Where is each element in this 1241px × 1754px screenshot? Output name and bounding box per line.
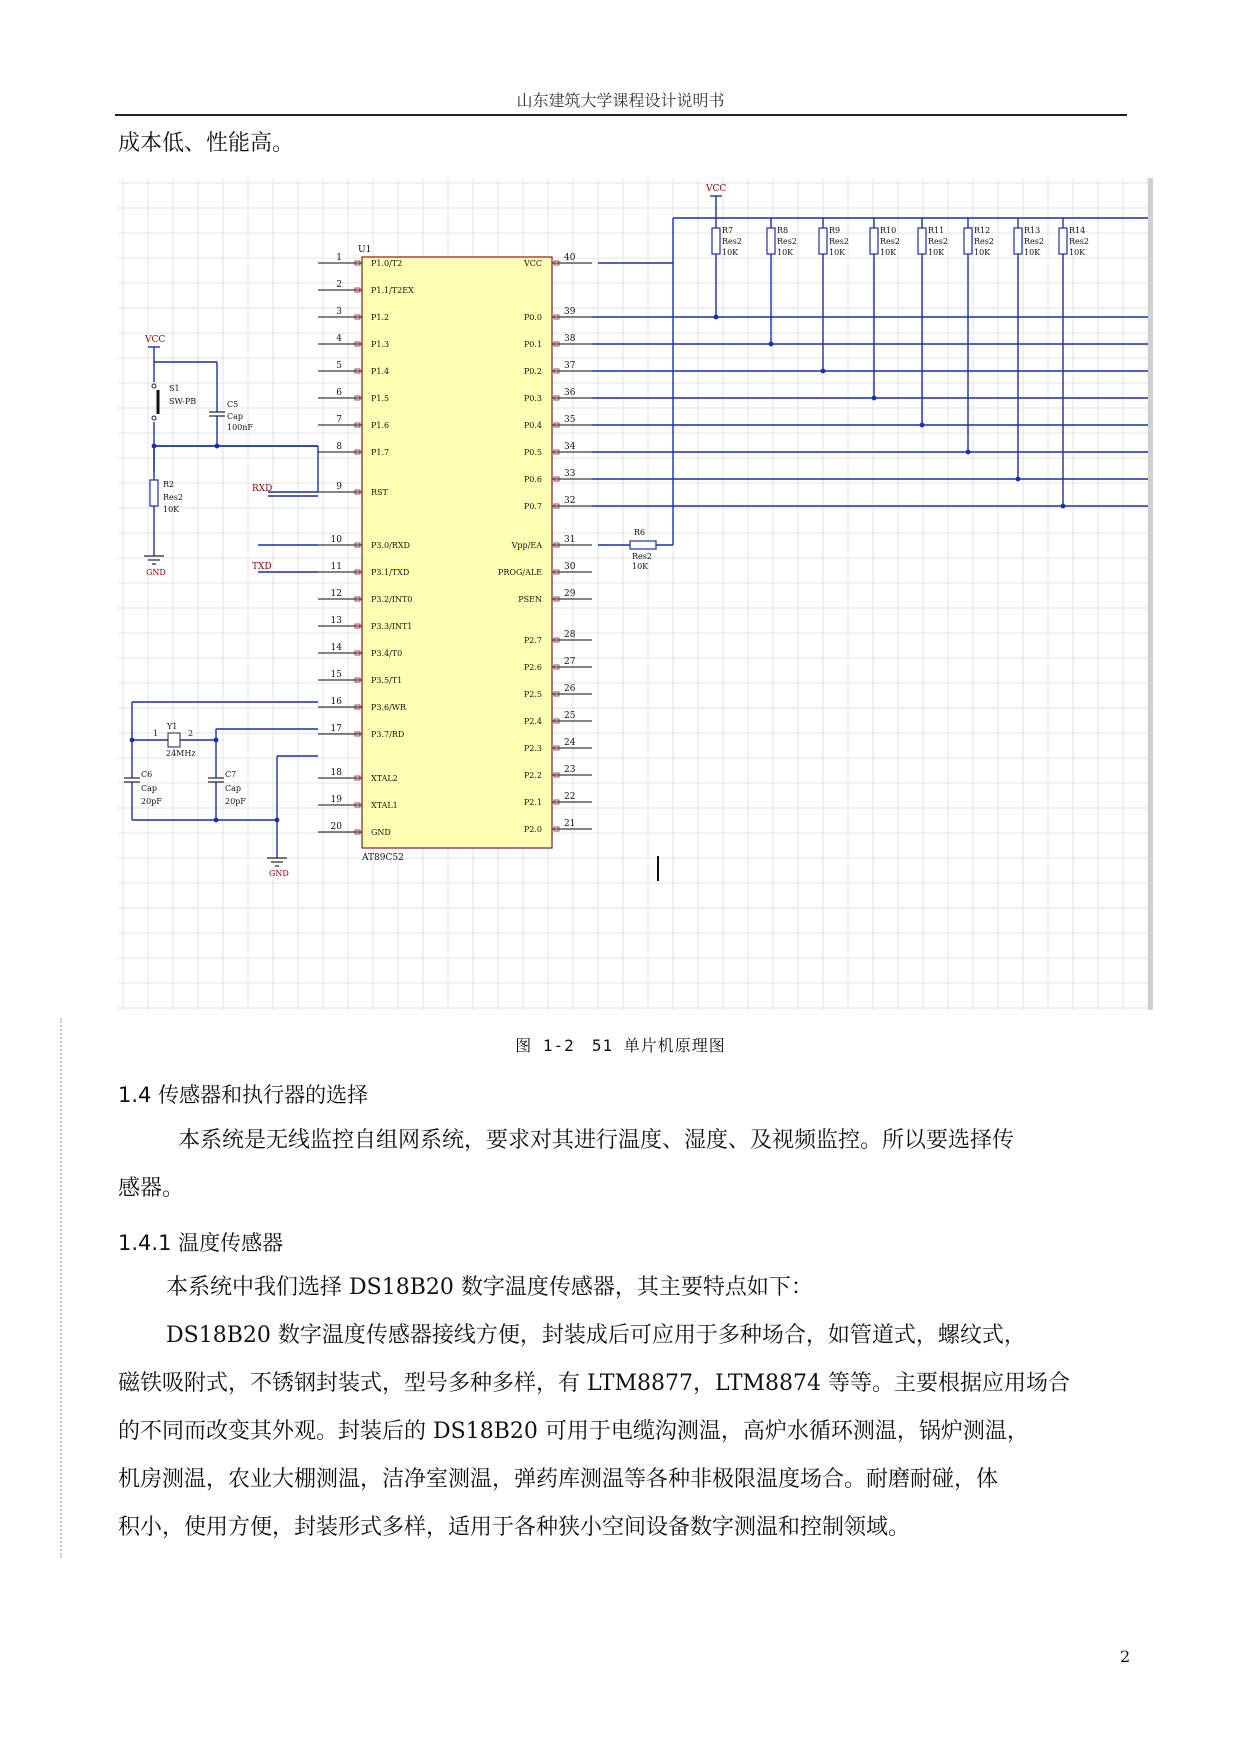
pin-name: P1.3: [371, 340, 390, 349]
resistor-ref: R8: [777, 226, 789, 235]
pin-name: P2.4: [523, 717, 542, 726]
section-1-4-1-para2-line4: 机房测温，农业大棚测温，洁净室测温，弹药库测温等各种非极限温度场合。耐磨耐碰，体: [118, 1467, 999, 1492]
resistor-type: Res2: [722, 237, 742, 246]
pin-name: P1.5: [371, 394, 390, 403]
pin-name: P0.4: [523, 421, 542, 430]
junction-dot: [966, 450, 971, 455]
pin-number: 40: [564, 253, 576, 263]
pin-name: P0.5: [523, 448, 542, 457]
pin-name: P1.0/T2: [371, 259, 403, 268]
resistor-value: 10K: [974, 248, 991, 257]
pin-number: 38: [564, 334, 576, 344]
resistor-value: 10K: [1069, 248, 1086, 257]
y1-pin1: 1: [153, 729, 159, 738]
c6-type: Cap: [141, 784, 158, 793]
pin-number: 36: [564, 388, 576, 398]
pin-name: P0.1: [523, 340, 542, 349]
section-heading-1-4: 1.4 传感器和执行器的选择: [118, 1083, 369, 1107]
vcc-label-top: VCC: [706, 184, 727, 194]
pin-number: 2: [336, 280, 342, 290]
pin-number: 10: [330, 535, 342, 545]
section-1-4-para-line1: 本系统是无线监控自组网系统，要求对其进行温度、湿度、及视频监控。所以要选择传: [178, 1128, 1015, 1153]
pin-name: XTAL1: [371, 801, 398, 810]
pin-number: 26: [564, 684, 576, 694]
junction-dot: [821, 369, 826, 374]
pin-name: P3.6/WR: [371, 703, 407, 712]
resistor-value: 10K: [928, 248, 945, 257]
pin-name: P1.4: [371, 367, 390, 376]
section-heading-1-4-1: 1.4.1 温度传感器: [118, 1231, 284, 1255]
r6-type: Res2: [632, 552, 652, 561]
resistor-ref: R11: [928, 226, 945, 235]
pin-name: PROG/ALE: [498, 568, 542, 577]
pin-name: P3.4/T0: [371, 649, 403, 658]
pin-number: 24: [564, 738, 576, 748]
pin-number: 34: [564, 442, 576, 452]
section-1-4-1-para2-line3: 的不同而改变其外观。封装后的 DS18B20 可用于电缆沟测温，高炉水循环测温，锅炉测温，: [118, 1419, 1029, 1444]
pin-name: P0.3: [523, 394, 542, 403]
page-header-title: 山东建筑大学课程设计说明书: [516, 91, 725, 110]
pin-name: P0.0: [523, 313, 542, 322]
resistor-ref: R14: [1069, 226, 1086, 235]
pin-name: P3.7/RD: [371, 730, 405, 739]
pin-number: 37: [564, 361, 576, 371]
vcc-label-left: VCC: [145, 335, 166, 345]
pin-number: 3: [336, 307, 342, 317]
pin-number: 20: [330, 822, 342, 832]
pin-name: P2.5: [523, 690, 542, 699]
resistor-type: Res2: [777, 237, 797, 246]
pin-number: 39: [564, 307, 576, 317]
pin-name: VCC: [523, 259, 542, 268]
switch-contact: [152, 416, 156, 420]
pullup-resistor: [1014, 228, 1022, 254]
pin-number: 30: [564, 562, 576, 572]
resistor-value: 10K: [880, 248, 897, 257]
c7-ref: C7: [225, 770, 237, 779]
pin-number: 22: [564, 792, 576, 802]
schematic-svg: [118, 178, 1153, 1010]
pin-number: 28: [564, 630, 576, 640]
intro-line: 成本低、性能高。: [118, 131, 295, 156]
pin-name: RST: [371, 488, 388, 497]
r2-type: Res2: [163, 493, 183, 502]
pullup-resistor: [712, 228, 720, 254]
junction-dot: [130, 738, 135, 743]
c6-ref: C6: [141, 770, 153, 779]
pin-number: 29: [564, 589, 576, 599]
y1-ref: Y1: [167, 722, 178, 731]
pullup-resistor: [819, 228, 827, 254]
net-label-rxd: RXD: [252, 484, 273, 494]
junction-dot: [214, 818, 219, 823]
pin-number: 16: [330, 697, 342, 707]
section-1-4-1-para2-line1: DS18B20 数字温度传感器接线方便，封装成后可应用于多种场合，如管道式，螺纹式，: [166, 1323, 1026, 1348]
pin-name: P2.2: [523, 771, 542, 780]
pullup-resistor: [918, 228, 926, 254]
chip-ref: U1: [358, 245, 372, 255]
y1-pin2: 2: [188, 729, 194, 738]
resistor-ref: R9: [829, 226, 841, 235]
pullup-resistor: [964, 228, 972, 254]
pin-number: 33: [564, 469, 576, 479]
pullup-resistor: [1059, 228, 1067, 254]
resistor-type: Res2: [1069, 237, 1089, 246]
resistor-value: 10K: [1024, 248, 1041, 257]
pin-name: P2.1: [523, 798, 542, 807]
pin-name: P3.2/INT0: [371, 595, 413, 604]
s1-type: SW-PB: [169, 397, 197, 406]
pin-number: 14: [330, 643, 342, 653]
r2-value: 10K: [163, 505, 180, 514]
pin-name: P0.2: [523, 367, 542, 376]
pin-number: 4: [336, 334, 342, 344]
chip-part: AT89C52: [362, 853, 404, 863]
pin-number: 15: [330, 670, 342, 680]
pin-number: 18: [330, 768, 342, 778]
r6-resistor: [630, 541, 656, 549]
pin-name: XTAL2: [371, 774, 398, 783]
figure-caption: 图 1-2 51 单片机原理图: [515, 1036, 726, 1055]
pullup-resistor: [870, 228, 878, 254]
pin-name: P1.7: [371, 448, 390, 457]
pin-number: 35: [564, 415, 576, 425]
pin-number: 11: [330, 562, 342, 572]
resistor-type: Res2: [880, 237, 900, 246]
junction-dot: [920, 423, 925, 428]
pullup-resistor: [767, 228, 775, 254]
pin-name: P1.1/T2EX: [371, 286, 414, 295]
pin-number: 8: [336, 442, 342, 452]
section-1-4-1-para2-line2: 磁铁吸附式，不锈钢封装式，型号多种多样，有 LTM8877，LTM8874 等等。主要根据应用场合: [118, 1371, 1070, 1396]
junction-dot: [714, 315, 719, 320]
junction-dot: [275, 818, 280, 823]
c7-type: Cap: [225, 784, 242, 793]
schematic-figure: [118, 178, 1153, 1010]
pin-name: Vpp/EA: [511, 541, 542, 550]
gnd-label-bottom: GND: [269, 869, 289, 878]
junction-dot: [214, 738, 219, 743]
junction-dot: [1016, 477, 1021, 482]
c5-type: Cap: [227, 412, 244, 421]
section-1-4-para-line2: 感器。: [118, 1176, 185, 1201]
pin-number: 27: [564, 657, 576, 667]
pin-name: PSEN: [518, 595, 542, 604]
pin-number: 5: [336, 361, 342, 371]
pin-number: 9: [336, 482, 342, 492]
gnd-label-left: GND: [146, 568, 166, 577]
resistor-type: Res2: [928, 237, 948, 246]
pin-number: 7: [336, 415, 342, 425]
pin-number: 12: [330, 589, 342, 599]
section-1-4-1-para1: 本系统中我们选择 DS18B20 数字温度传感器，其主要特点如下：: [166, 1275, 813, 1300]
crystal-body: [168, 733, 180, 747]
resistor-type: Res2: [1024, 237, 1044, 246]
pin-name: P2.0: [523, 825, 542, 834]
r2-ref: R2: [163, 480, 175, 489]
resistor-ref: R13: [1024, 226, 1041, 235]
c7-value: 20pF: [225, 797, 246, 806]
pin-number: 21: [564, 819, 576, 829]
junction-dot: [872, 396, 877, 401]
r6-ref: R6: [634, 528, 646, 537]
c5-ref: C5: [227, 400, 239, 409]
r2-resistor: [150, 480, 158, 506]
resistor-value: 10K: [777, 248, 794, 257]
pin-name: P3.0/RXD: [371, 541, 410, 550]
figure-edge-shadow: [1148, 178, 1153, 1010]
pin-name: P3.5/T1: [371, 676, 403, 685]
c6-value: 20pF: [141, 797, 162, 806]
pin-name: P2.3: [523, 744, 542, 753]
pin-number: 32: [564, 496, 576, 506]
pin-number: 13: [330, 616, 342, 626]
margin-dotted-line: [60, 1018, 62, 1558]
pin-name: P2.7: [523, 636, 542, 645]
pin-name: P3.3/INT1: [371, 622, 413, 631]
junction-dot: [1061, 504, 1066, 509]
pin-name: P0.6: [523, 475, 542, 484]
pin-number: 25: [564, 711, 576, 721]
junction-dot: [769, 342, 774, 347]
c5-value: 100nF: [227, 423, 253, 432]
pin-name: P1.2: [371, 313, 390, 322]
pin-number: 31: [564, 535, 576, 545]
pin-name: P3.1/TXD: [371, 568, 410, 577]
pin-number: 17: [330, 724, 342, 734]
s1-ref: S1: [169, 384, 180, 393]
resistor-value: 10K: [722, 248, 739, 257]
resistor-ref: R10: [880, 226, 897, 235]
pin-number: 19: [330, 795, 342, 805]
pin-name: P2.6: [523, 663, 542, 672]
pin-number: 1: [336, 253, 342, 263]
pin-number: 6: [336, 388, 342, 398]
r6-value: 10K: [632, 562, 649, 571]
pin-name: P1.6: [371, 421, 390, 430]
header-rule: [115, 114, 1127, 116]
pin-name: P0.7: [523, 502, 542, 511]
resistor-ref: R12: [974, 226, 991, 235]
y1-value: 24MHz: [166, 749, 196, 758]
section-1-4-1-para2-line5: 积小，使用方便，封装形式多样，适用于各种狭小空间设备数字测温和控制领域。: [118, 1515, 911, 1540]
pin-name: GND: [371, 828, 391, 837]
net-label-txd: TXD: [252, 562, 272, 572]
resistor-ref: R7: [722, 226, 734, 235]
resistor-value: 10K: [829, 248, 846, 257]
pin-number: 23: [564, 765, 576, 775]
resistor-type: Res2: [974, 237, 994, 246]
page-number: 2: [1120, 1647, 1131, 1666]
resistor-type: Res2: [829, 237, 849, 246]
switch-contact: [152, 384, 156, 388]
